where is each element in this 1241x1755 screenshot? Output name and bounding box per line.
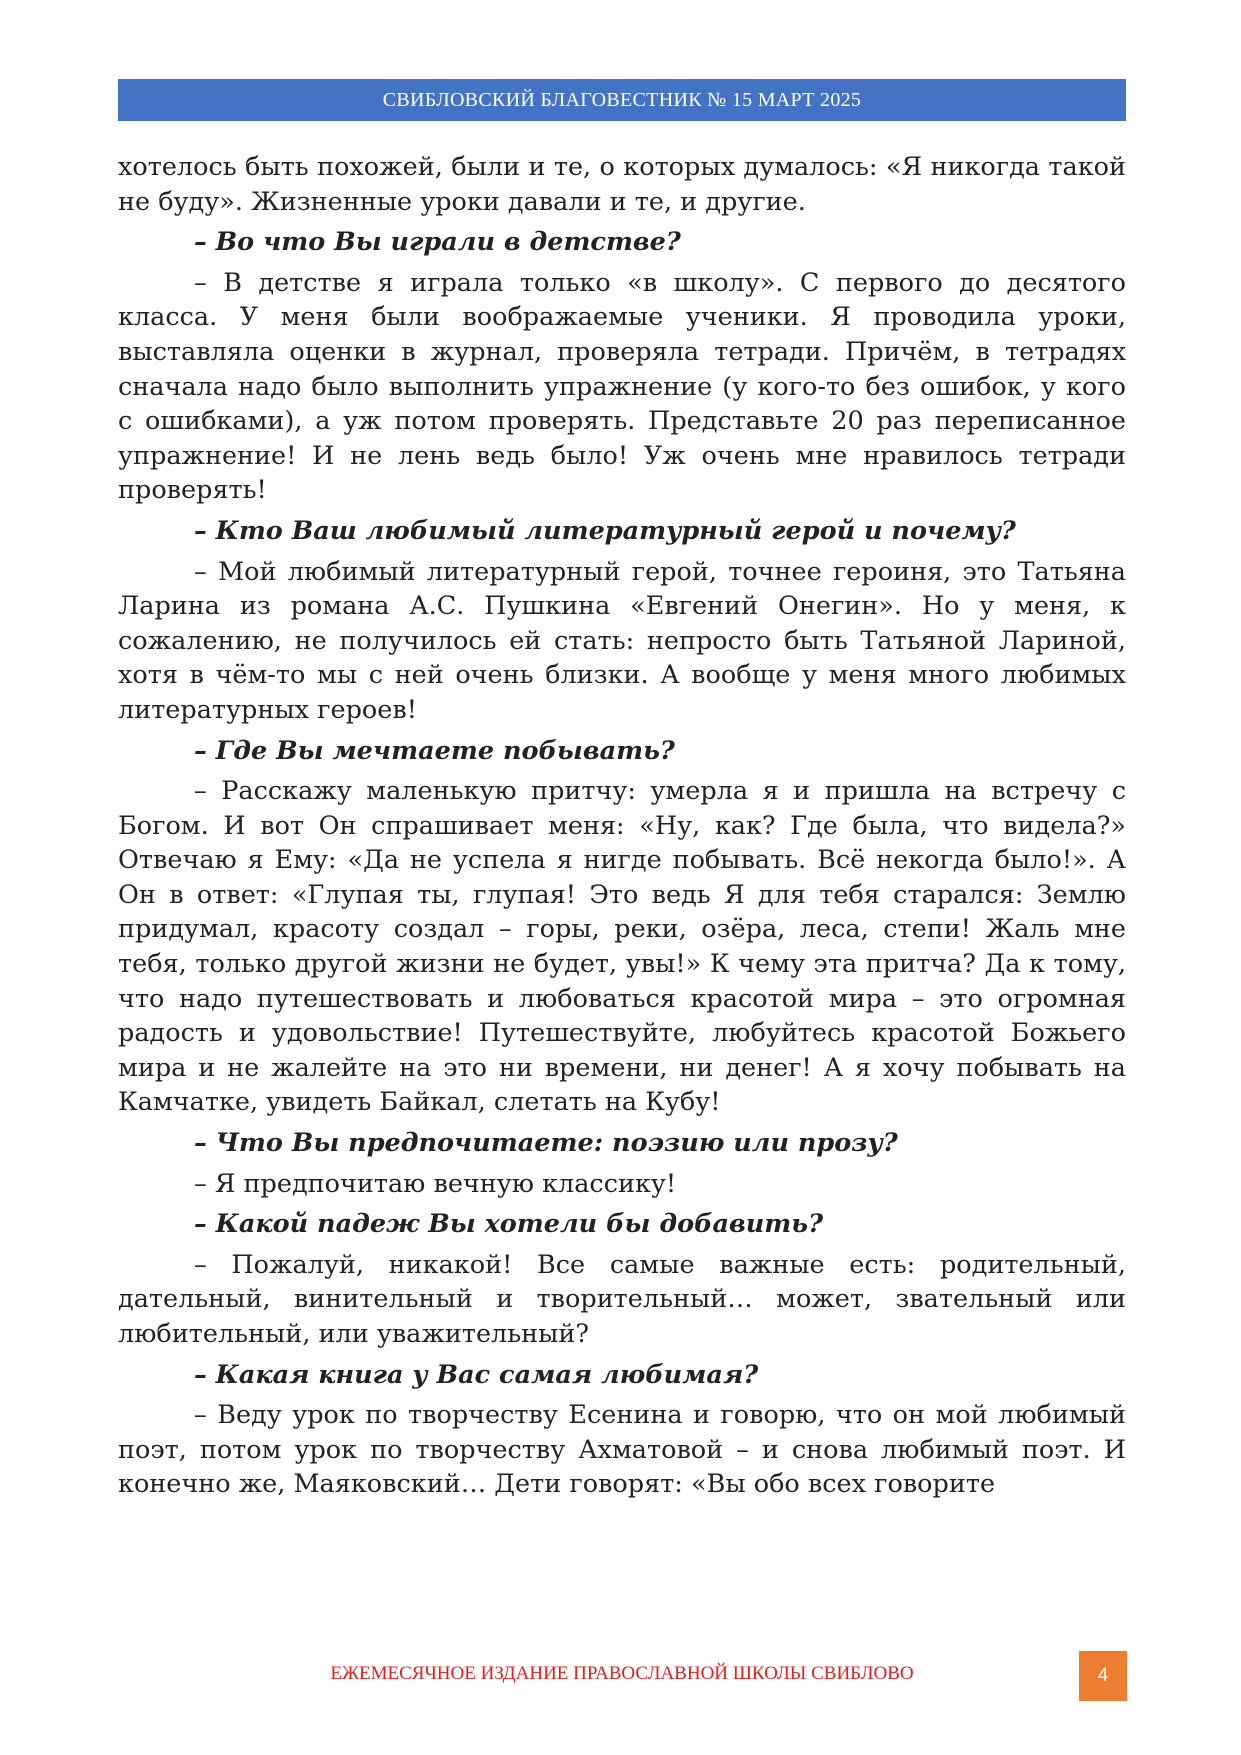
answer-poetry-prose: – Я предпочитаю вечную классику! xyxy=(194,1168,677,1199)
question-poetry-prose: – Что Вы предпочитаете: поэзию или прозу? xyxy=(194,1128,898,1159)
answer-favorite-book: – Веду урок по творчеству Есенина и говорю, что он мой любимый поэт, потом урок по творчеству Ахматовой – и снова любимый поэт. И конечно же, Маяковский… Дети говорят: «Вы обо всех говорите xyxy=(118,1400,1126,1500)
article-body xyxy=(118,150,1126,1502)
answer-grammar-case: – Пожалуй, никакой! Все самые важные есть: родительный, дательный, винительный и творительный… может, звательный или любительный, или уважительный? xyxy=(118,1249,1126,1349)
header-bar xyxy=(118,79,1126,121)
newsletter-title: СВИБЛОВСКИЙ БЛАГОВЕСТНИК № 15 МАРТ 2025 xyxy=(382,89,862,111)
answer-dream-travel: – Расскажу маленькую притчу: умерла я и пришла на встречу с Богом. И вот Он спрашивает меня: «Ну, как? Где была, что видела?» Отвечаю я Ему: «Да не успела я нигде побывать. Всё некогда было!». А Он в ответ: «Глупая ты, глупая! Это ведь Я для тебя старался: Землю придумал, красоту создал – горы, реки, озёра, леса, степи! Жаль мне тебя, только другой жизни не будет, увы!» К чему эта притча? Да к тому, что надо путешествовать и любоваться красотой мира – это огромная радость и удовольствие! Путешествуйте, любуйтесь красотой Божьего мира и не жалейте на это ни времени, ни денег! А я хочу побывать на Камчатке, увидеть Байкал, слетать на Кубу! xyxy=(118,776,1126,1118)
answer-literary-hero: – Мой любимый литературный герой, точнее героиня, это Татьяна Ларина из романа А.С. Пушкина «Евгений Онегин». Но у меня, к сожалению, не получилось ей стать: непросто быть Татьяной Лариной, хотя в чём-то мы с ней очень близки. А вообще у меня много любимых литературных героев! xyxy=(118,556,1126,725)
page-number: 4 xyxy=(1079,1651,1127,1701)
answer-games: – В детстве я играла только «в школу». С первого до десятого класса. У меня были воображаемые ученики. Я проводила уроки, выставляла оценки в журнал, проверяла тетради. Причём, в тетрадях сначала надо было выполнить упражнение (у кого-то без ошибок, у кого с ошибками), а уж потом проверять. Представьте 20 раз переписанное упражнение! И не лень ведь было! Уж очень мне нравилось тетради проверять! xyxy=(118,267,1126,506)
question-dream-travel: – Где Вы мечтаете побывать? xyxy=(194,735,675,766)
question-literary-hero: – Кто Ваш любимый литературный герой и почему? xyxy=(194,515,1016,546)
footer-publication: ЕЖЕМЕСЯЧНОЕ ИЗДАНИЕ ПРАВОСЛАВНОЙ ШКОЛЫ СВИБЛОВО xyxy=(330,1663,914,1684)
question-grammar-case: – Какой падеж Вы хотели бы добавить? xyxy=(194,1209,824,1240)
question-games: – Во что Вы играли в детстве? xyxy=(194,227,681,258)
paragraph-continued: хотелось быть похожей, были и те, о которых думалось: «Я никогда такой не буду». Жизненные уроки давали и те, и другие. xyxy=(118,152,1126,217)
question-favorite-book: – Какая книга у Вас самая любимая? xyxy=(194,1359,759,1390)
